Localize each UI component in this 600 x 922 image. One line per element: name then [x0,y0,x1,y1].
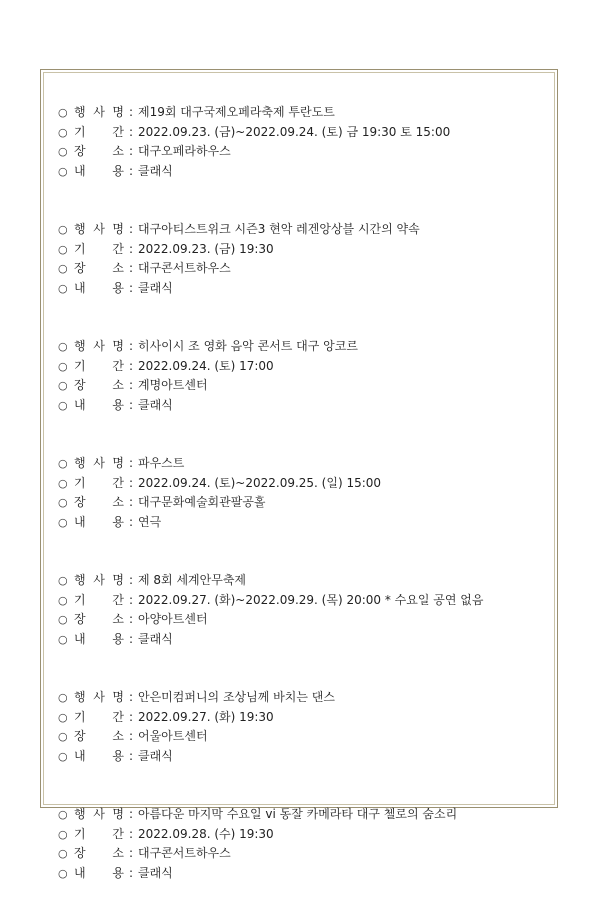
event-place: 어울아트센터 [138,729,208,743]
event-period-row [58,474,538,494]
circle-bullet-icon: ○ [58,496,68,509]
event-entry [58,454,538,532]
circle-bullet-icon: ○ [58,632,68,646]
event-place: 계명아트센터 [138,378,208,392]
colon: : [128,358,134,373]
place-label: 장 소 [74,612,124,626]
event-place-row [58,493,538,513]
name-label: 행 사 명 [74,807,124,821]
colon: : [128,339,134,353]
colon: : [128,612,134,626]
event-period: 2022.09.24. (토)~2022.09.25. (일) 15:00 [138,475,382,490]
content-label: 내 용 [74,397,124,412]
event-content: 클래식 [138,631,173,646]
event-period-row [58,123,538,143]
event-name-row [58,454,538,474]
colon: : [128,163,134,178]
circle-bullet-icon: ○ [58,281,68,295]
place-label: 장 소 [74,378,124,392]
event-content: 클래식 [138,397,173,412]
event-period: 2022.09.28. (수) 19:30 [138,826,274,841]
event-period-row [58,240,538,260]
circle-bullet-icon: ○ [58,340,68,353]
place-label: 장 소 [74,495,124,509]
circle-bullet-icon: ○ [58,262,68,275]
place-label: 장 소 [74,846,124,860]
event-place: 아양아트센터 [138,612,208,626]
circle-bullet-icon: ○ [58,808,68,821]
event-place-row [58,610,538,630]
colon: : [128,495,134,509]
event-list [58,103,538,922]
event-name: 제19회 대구국제오페라축제 투란도트 [138,105,335,119]
circle-bullet-icon: ○ [58,574,68,587]
colon: : [128,573,134,587]
event-content-row [58,630,538,650]
content-label: 내 용 [74,280,124,295]
name-label: 행 사 명 [74,456,124,470]
period-label: 기 간 [74,826,124,841]
name-label: 행 사 명 [74,105,124,119]
event-name-row [58,103,538,123]
period-label: 기 간 [74,241,124,256]
event-content: 연극 [138,514,162,529]
event-place: 대구콘서트하우스 [138,846,231,860]
colon: : [128,807,134,821]
event-period-row [58,357,538,377]
circle-bullet-icon: ○ [58,106,68,119]
event-entry [58,337,538,415]
event-name-row [58,220,538,240]
event-name: 제 8회 세계안무축제 [138,573,247,587]
event-content: 클래식 [138,865,173,880]
event-content-row [58,162,538,182]
period-label: 기 간 [74,592,124,607]
event-place-row [58,259,538,279]
colon: : [128,261,134,275]
circle-bullet-icon: ○ [58,398,68,412]
circle-bullet-icon: ○ [58,379,68,392]
event-period-row [58,708,538,728]
content-label: 내 용 [74,631,124,646]
event-name-row [58,337,538,357]
circle-bullet-icon: ○ [58,145,68,158]
event-place-row [58,844,538,864]
event-entry [58,220,538,298]
circle-bullet-icon: ○ [58,223,68,236]
colon: : [128,397,134,412]
place-label: 장 소 [74,261,124,275]
colon: : [128,690,134,704]
circle-bullet-icon: ○ [58,847,68,860]
event-content: 클래식 [138,280,173,295]
content-label: 내 용 [74,865,124,880]
colon: : [128,592,134,607]
circle-bullet-icon: ○ [58,827,68,841]
event-name: 대구아티스트위크 시즌3 현악 레겐앙상블 시간의 약속 [138,222,420,236]
event-place-row [58,376,538,396]
period-label: 기 간 [74,124,124,139]
circle-bullet-icon: ○ [58,515,68,529]
name-label: 행 사 명 [74,690,124,704]
event-name: 안은미컴퍼니의 조상님께 바치는 댄스 [138,690,335,704]
circle-bullet-icon: ○ [58,359,68,373]
event-name: 히사이시 조 영화 음악 콘서트 대구 앙코르 [138,339,358,353]
event-name-row [58,805,538,825]
colon: : [128,826,134,841]
colon: : [128,144,134,158]
circle-bullet-icon: ○ [58,164,68,178]
circle-bullet-icon: ○ [58,866,68,880]
event-name-row [58,688,538,708]
colon: : [128,105,134,119]
colon: : [128,865,134,880]
colon: : [128,709,134,724]
event-content: 클래식 [138,163,173,178]
event-period: 2022.09.27. (화) 19:30 [138,709,274,724]
name-label: 행 사 명 [74,573,124,587]
content-label: 내 용 [74,514,124,529]
event-content-row [58,513,538,533]
colon: : [128,846,134,860]
period-label: 기 간 [74,709,124,724]
event-entry [58,805,538,883]
colon: : [128,631,134,646]
event-place-row [58,142,538,162]
event-period: 2022.09.23. (금) 19:30 [138,241,274,256]
colon: : [128,241,134,256]
place-label: 장 소 [74,144,124,158]
event-period-row [58,825,538,845]
event-content-row [58,396,538,416]
event-period: 2022.09.23. (금)~2022.09.24. (토) 금 19:30 토 15:00 [138,124,451,139]
circle-bullet-icon: ○ [58,593,68,607]
colon: : [128,124,134,139]
event-name: 파우스트 [138,456,185,470]
event-place: 대구오페라하우스 [138,144,231,158]
place-label: 장 소 [74,729,124,743]
event-place-row [58,727,538,747]
event-period-row [58,591,538,611]
name-label: 행 사 명 [74,339,124,353]
event-period: 2022.09.27. (화)~2022.09.29. (목) 20:00 * 수요일 공연 없음 [138,592,484,607]
content-label: 내 용 [74,748,124,763]
circle-bullet-icon: ○ [58,476,68,490]
colon: : [128,456,134,470]
circle-bullet-icon: ○ [58,125,68,139]
event-content-row [58,279,538,299]
colon: : [128,748,134,763]
name-label: 행 사 명 [74,222,124,236]
colon: : [128,729,134,743]
event-entry [58,103,538,181]
event-content-row [58,864,538,884]
period-label: 기 간 [74,475,124,490]
period-label: 기 간 [74,358,124,373]
event-name: 아름다운 마지막 수요일 vi 동잘 카메라타 대구 첼로의 숨소리 [138,807,458,821]
colon: : [128,378,134,392]
circle-bullet-icon: ○ [58,613,68,626]
circle-bullet-icon: ○ [58,242,68,256]
circle-bullet-icon: ○ [58,710,68,724]
colon: : [128,280,134,295]
circle-bullet-icon: ○ [58,691,68,704]
event-content-row [58,747,538,767]
event-place: 대구콘서트하우스 [138,261,231,275]
circle-bullet-icon: ○ [58,457,68,470]
colon: : [128,222,134,236]
event-entry [58,571,538,649]
event-place: 대구문화예술회관팔공홀 [138,495,266,509]
event-content: 클래식 [138,748,173,763]
event-period: 2022.09.24. (토) 17:00 [138,358,274,373]
event-entry [58,688,538,766]
colon: : [128,514,134,529]
colon: : [128,475,134,490]
event-name-row [58,571,538,591]
content-label: 내 용 [74,163,124,178]
circle-bullet-icon: ○ [58,749,68,763]
circle-bullet-icon: ○ [58,730,68,743]
